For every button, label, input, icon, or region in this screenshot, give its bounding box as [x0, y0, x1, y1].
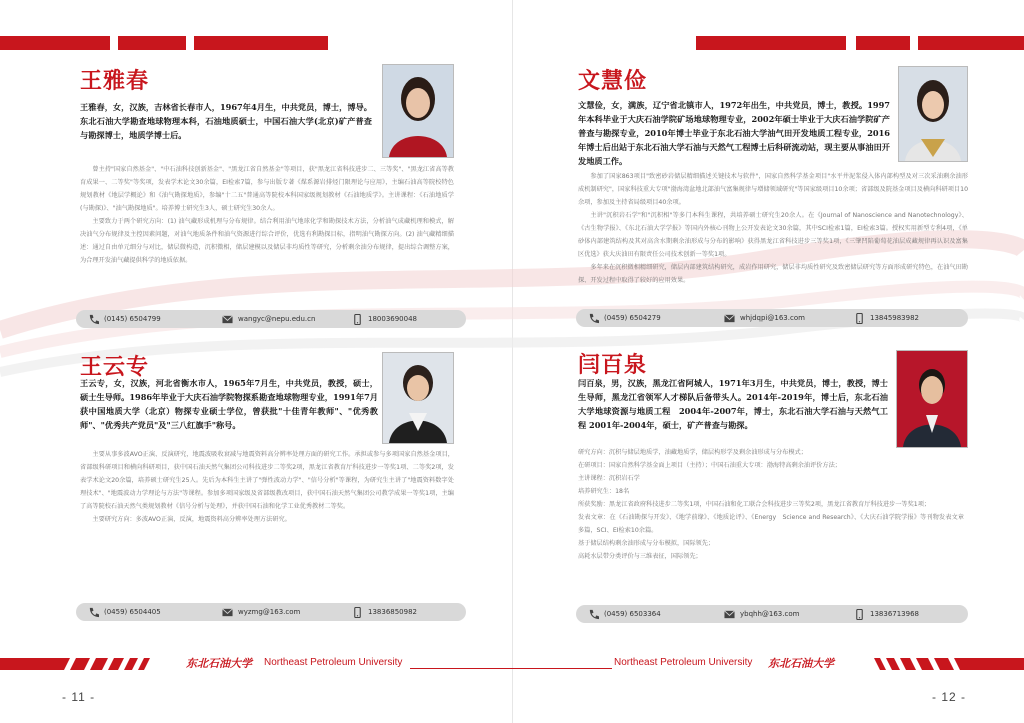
- profile-body: [578, 446, 964, 582]
- phone-number: (0459) 6503364: [604, 610, 661, 618]
- mobile-icon: [352, 607, 363, 618]
- contact-phone[interactable]: [588, 608, 661, 620]
- footer-line-right: [512, 668, 612, 669]
- email-address: wyzmg@163.com: [238, 608, 301, 616]
- mobile-number: 13845983982: [870, 314, 919, 322]
- contact-email[interactable]: [222, 313, 315, 325]
- email-address: ybqhh@163.com: [740, 610, 800, 618]
- contact-email[interactable]: [724, 608, 799, 620]
- mobile-icon: [352, 314, 363, 325]
- profile-body: [80, 448, 454, 560]
- body-paragraph: 参加了国家863项目"致密砂岩储层精细描述关键技术与软件"，国家自然科学基金项目"水平井泥浆侵入体内部构型及对三次采油剩余油形成机制研究"，国家科技重大专项"渤海湾盆地北部油气富集规律与增储领域研究"等国家级项目10余项；省部级及院基金项目及横向科研项目10余项，参加及主持省局级项目40余项。: [578, 173, 968, 206]
- body-paragraph: 在研项目：国家自然科学基金面上项目（主持）；中国石油重大专项：渤海特高剩余油评价方法；: [578, 462, 841, 469]
- spread-gutter: [512, 0, 513, 723]
- university-logo-en: Northeast Petroleum University: [614, 657, 753, 668]
- university-logo-cn: 东北石油大学: [186, 657, 252, 670]
- phone-number: (0145) 6504799: [104, 315, 161, 323]
- contact-email[interactable]: [222, 606, 300, 618]
- email-icon: [222, 314, 233, 325]
- profile-body: [578, 170, 968, 300]
- body-paragraph: 研究方向：沉积与储层地质学，油藏地质学，储层构形学及剩余油形成与分布模式；: [578, 449, 807, 456]
- contact-bar: [76, 603, 466, 621]
- contact-phone[interactable]: [88, 606, 161, 618]
- profile-name: 闫百泉: [578, 352, 648, 378]
- top-bar-right-1: [696, 36, 846, 50]
- body-paragraph: 基于储层结构剩余油形成与分布模拟，国际领先；: [578, 540, 715, 547]
- body-paragraph: 主讲"沉积岩石学"和"沉积相"等多门本科生课程，共培养硕士研究生20余人。在《Journal of Nanoscience and Nanotechnology》、《古生物学报》、《东北石油大学学报》等国内外核心刊物上公开发表论文30余篇，其中SCI检索1篇，EI检索3篇。授权实用新型专利4项，《单砂体内部建筑结构及其对高含水期剩余油形成与分布的影响》获得黑龙江省科技进步三等奖1项，《三肇凹陷葡萄花油层成藏规律再认识及富集区优选》获大庆油田有限责任公司技术创新一等奖1项。: [578, 212, 968, 258]
- top-bar-right-2: [856, 36, 910, 50]
- contact-bar: [576, 605, 968, 623]
- body-paragraph: 所获奖励：黑龙江省政府科技进步二等奖1项，中国石油和化工联合会科技进步三等奖2项，黑龙江省教育厅科技进步一等奖1项；: [578, 501, 931, 508]
- profile-photo: [382, 64, 454, 158]
- top-bar-left-3: [194, 36, 328, 50]
- email-icon: [724, 313, 735, 324]
- profile-intro: 王雅春，女，汉族，吉林省长春市人，1967年4月生，中共党员，博士，博导。东北石油大学勘查地球物理本科，石油地质硕士，中国石油大学(北京)矿产普查与勘探博士，地质学博士后。: [80, 102, 372, 140]
- body-paragraph: 主要致力于两个研究方向：(1) 油气藏形成机理与分布规律。结合利用油气地球化学和勘探技术方法，分析油气成藏机理和模式，解决油气分布规律及主控因素问题，对油气地质条件和油气资源进行综合评价，优选有利勘探目标，指明油气勘探方向。(2) 油气藏精细描述：通过自由单元细分与对比，储层微构造，沉积微相，储层建模以及储层非均质性等研究，分析剩余油分布规律，提出综合调整方案，为合理开发油气藏提供科学的地质依据。: [80, 218, 454, 264]
- phone-icon: [88, 314, 99, 325]
- footer-stripes-right: [864, 658, 1024, 670]
- profile-photo: [382, 352, 454, 444]
- contact-phone[interactable]: [588, 312, 661, 324]
- email-address: wangyc@nepu.edu.cn: [238, 315, 316, 323]
- contact-mobile[interactable]: [352, 313, 417, 325]
- email-icon: [724, 609, 735, 620]
- body-paragraph: 主讲课程：沉积岩石学: [578, 475, 640, 482]
- phone-icon: [588, 313, 599, 324]
- profile-intro: 闫百泉，男，汉族，黑龙江省阿城人，1971年3月生，中共党员，博士，教授，博士生导师，黑龙江省领军人才梯队后备带头人。2014年-2019年，博士后，东北石油大学地球资源与地质工程 2004年-2007年，博士，东北石油大学石油与天然气工程 2001年-2004年，硕士，矿产普查与勘探。: [578, 378, 888, 430]
- footer-stripes-left: [0, 658, 160, 670]
- body-paragraph: 高耗水层带分类评价与三维表征，国际领先；: [578, 553, 702, 560]
- body-paragraph: 曾主持"国家自然基金"、"中石油科技创新基金"、"黑龙江省自然基金"等项目，获"黑龙江省科技进步二、三等奖"、"黑龙江省高等教育成果一、二等奖"等奖项，发表学术论文30余篇，EI检索7篇，参与出版专著《煤系源岩排烃门限理论与应用》，主编石油高等院校特色规划教材《地层学概论》和《油气勘探地质》，参编"十二五"普通高等院校本科国家级规划教材《石油地质学》。主讲课程：《石油地质学(与勘探)》、"油气勘探地质"。培养博士研究生3人，硕士研究生30余人。: [80, 166, 454, 212]
- contact-mobile[interactable]: [854, 608, 919, 620]
- body-paragraph: 多年来在沉积微相精细研究，储层内部建筑结构研究，成岩作用研究，储层非均质性研究及致密储层研究等方面形成研究特色，在油气田勘探、开发过程中取得了较好的应用效果。: [578, 264, 968, 284]
- footer-line-left: [410, 668, 512, 669]
- profile-intro: 王云专，女，汉族，河北省衡水市人，1965年7月生，中共党员，教授，硕士，硕士生导师。1986年毕业于大庆石油学院物探系勘查地球物理专业，1991年7月获中国地质大学（北京）物探专业硕士学位，曾获批"十佳青年教师"、"优秀教师"、"优秀共产党员"及"三八红旗手"称号。: [80, 378, 378, 430]
- top-bar-left-1: [0, 36, 110, 50]
- phone-number: (0459) 6504405: [104, 608, 161, 616]
- university-logo-cn: 东北石油大学: [768, 657, 834, 670]
- mobile-number: 18003690048: [368, 315, 417, 323]
- phone-icon: [88, 607, 99, 618]
- mobile-number: 13836713968: [870, 610, 919, 618]
- mobile-icon: [854, 609, 865, 620]
- phone-icon: [588, 609, 599, 620]
- top-bar-left-2: [118, 36, 186, 50]
- body-paragraph: 主要从事多波AVO正演、反演研究，地震波吸收衰减与地震资料高分辨率处理方面的研究工作。承担或参与多项国家自然基金项目，省部级科研项目和横向科研项目，获中国石油天然气集团公司科技进步二等奖2项，黑龙江省教育厅科技进步一等奖1项、二等奖2项，发表学术论文20余篇，培养硕士研究生25人。先后为本科生主讲了"弹性波动力学"、"信号分析"等课程，为研究生主讲了"地震资料数字处理技术"、"地震波动力学理论与方法"等课程。参加多项国家级及省部级教改项目，获中国石油天然气集团公司教学成果一等奖1项，主编了高等院校石油天然气类规划教材《信号分析与处理》，并获中国石油和化学工业优秀教材二等奖。: [80, 451, 454, 510]
- profile-name: 王云专: [80, 354, 150, 380]
- page-number-right: - 12 -: [932, 690, 967, 704]
- phone-number: (0459) 6504279: [604, 314, 661, 322]
- profile-photo: [896, 350, 968, 448]
- profile-intro: 文慧俭，女，满族，辽宁省北镇市人，1972年出生，中共党员，博士，教授。1997年本科毕业于大庆石油学院矿场地球物理专业，2002年硕士毕业于大庆石油学院矿产普查与勘探专业，2010年博士毕业于东北石油大学油气田开发地质工程专业，2016年博士后出站于东北石油大学石油与天然气工程博士后科研流动站，现主要从事油田开发地质工作。: [578, 100, 890, 166]
- profile-name: 文慧俭: [578, 68, 648, 94]
- contact-mobile[interactable]: [854, 312, 919, 324]
- university-logo-en: Northeast Petroleum University: [264, 657, 403, 668]
- body-paragraph: 发表文章：在《石油勘探与开发》、《地学前缘》、《地质论评》、《Energy Science and Research》、《大庆石油学院学报》等刊物发表文章多篇，SCI、EI检索10余篇。: [578, 514, 964, 534]
- body-paragraph: 主要研究方向：多波AVO正演，反演，地震资料高分辨率处理方法研究。: [92, 516, 291, 523]
- profile-body: [80, 163, 454, 293]
- email-icon: [222, 607, 233, 618]
- contact-email[interactable]: [724, 312, 805, 324]
- profile-photo: [898, 66, 968, 162]
- body-paragraph: 培养研究生：18名: [578, 488, 630, 495]
- contact-bar: [576, 309, 968, 327]
- contact-bar: [76, 310, 466, 328]
- mobile-icon: [854, 313, 865, 324]
- email-address: whjdqpi@163.com: [740, 314, 805, 322]
- top-bar-right-3: [918, 36, 1024, 50]
- profile-name: 王雅春: [80, 68, 150, 94]
- contact-phone[interactable]: [88, 313, 161, 325]
- contact-mobile[interactable]: [352, 606, 417, 618]
- page-number-left: - 11 -: [62, 690, 96, 704]
- mobile-number: 13836850982: [368, 608, 417, 616]
